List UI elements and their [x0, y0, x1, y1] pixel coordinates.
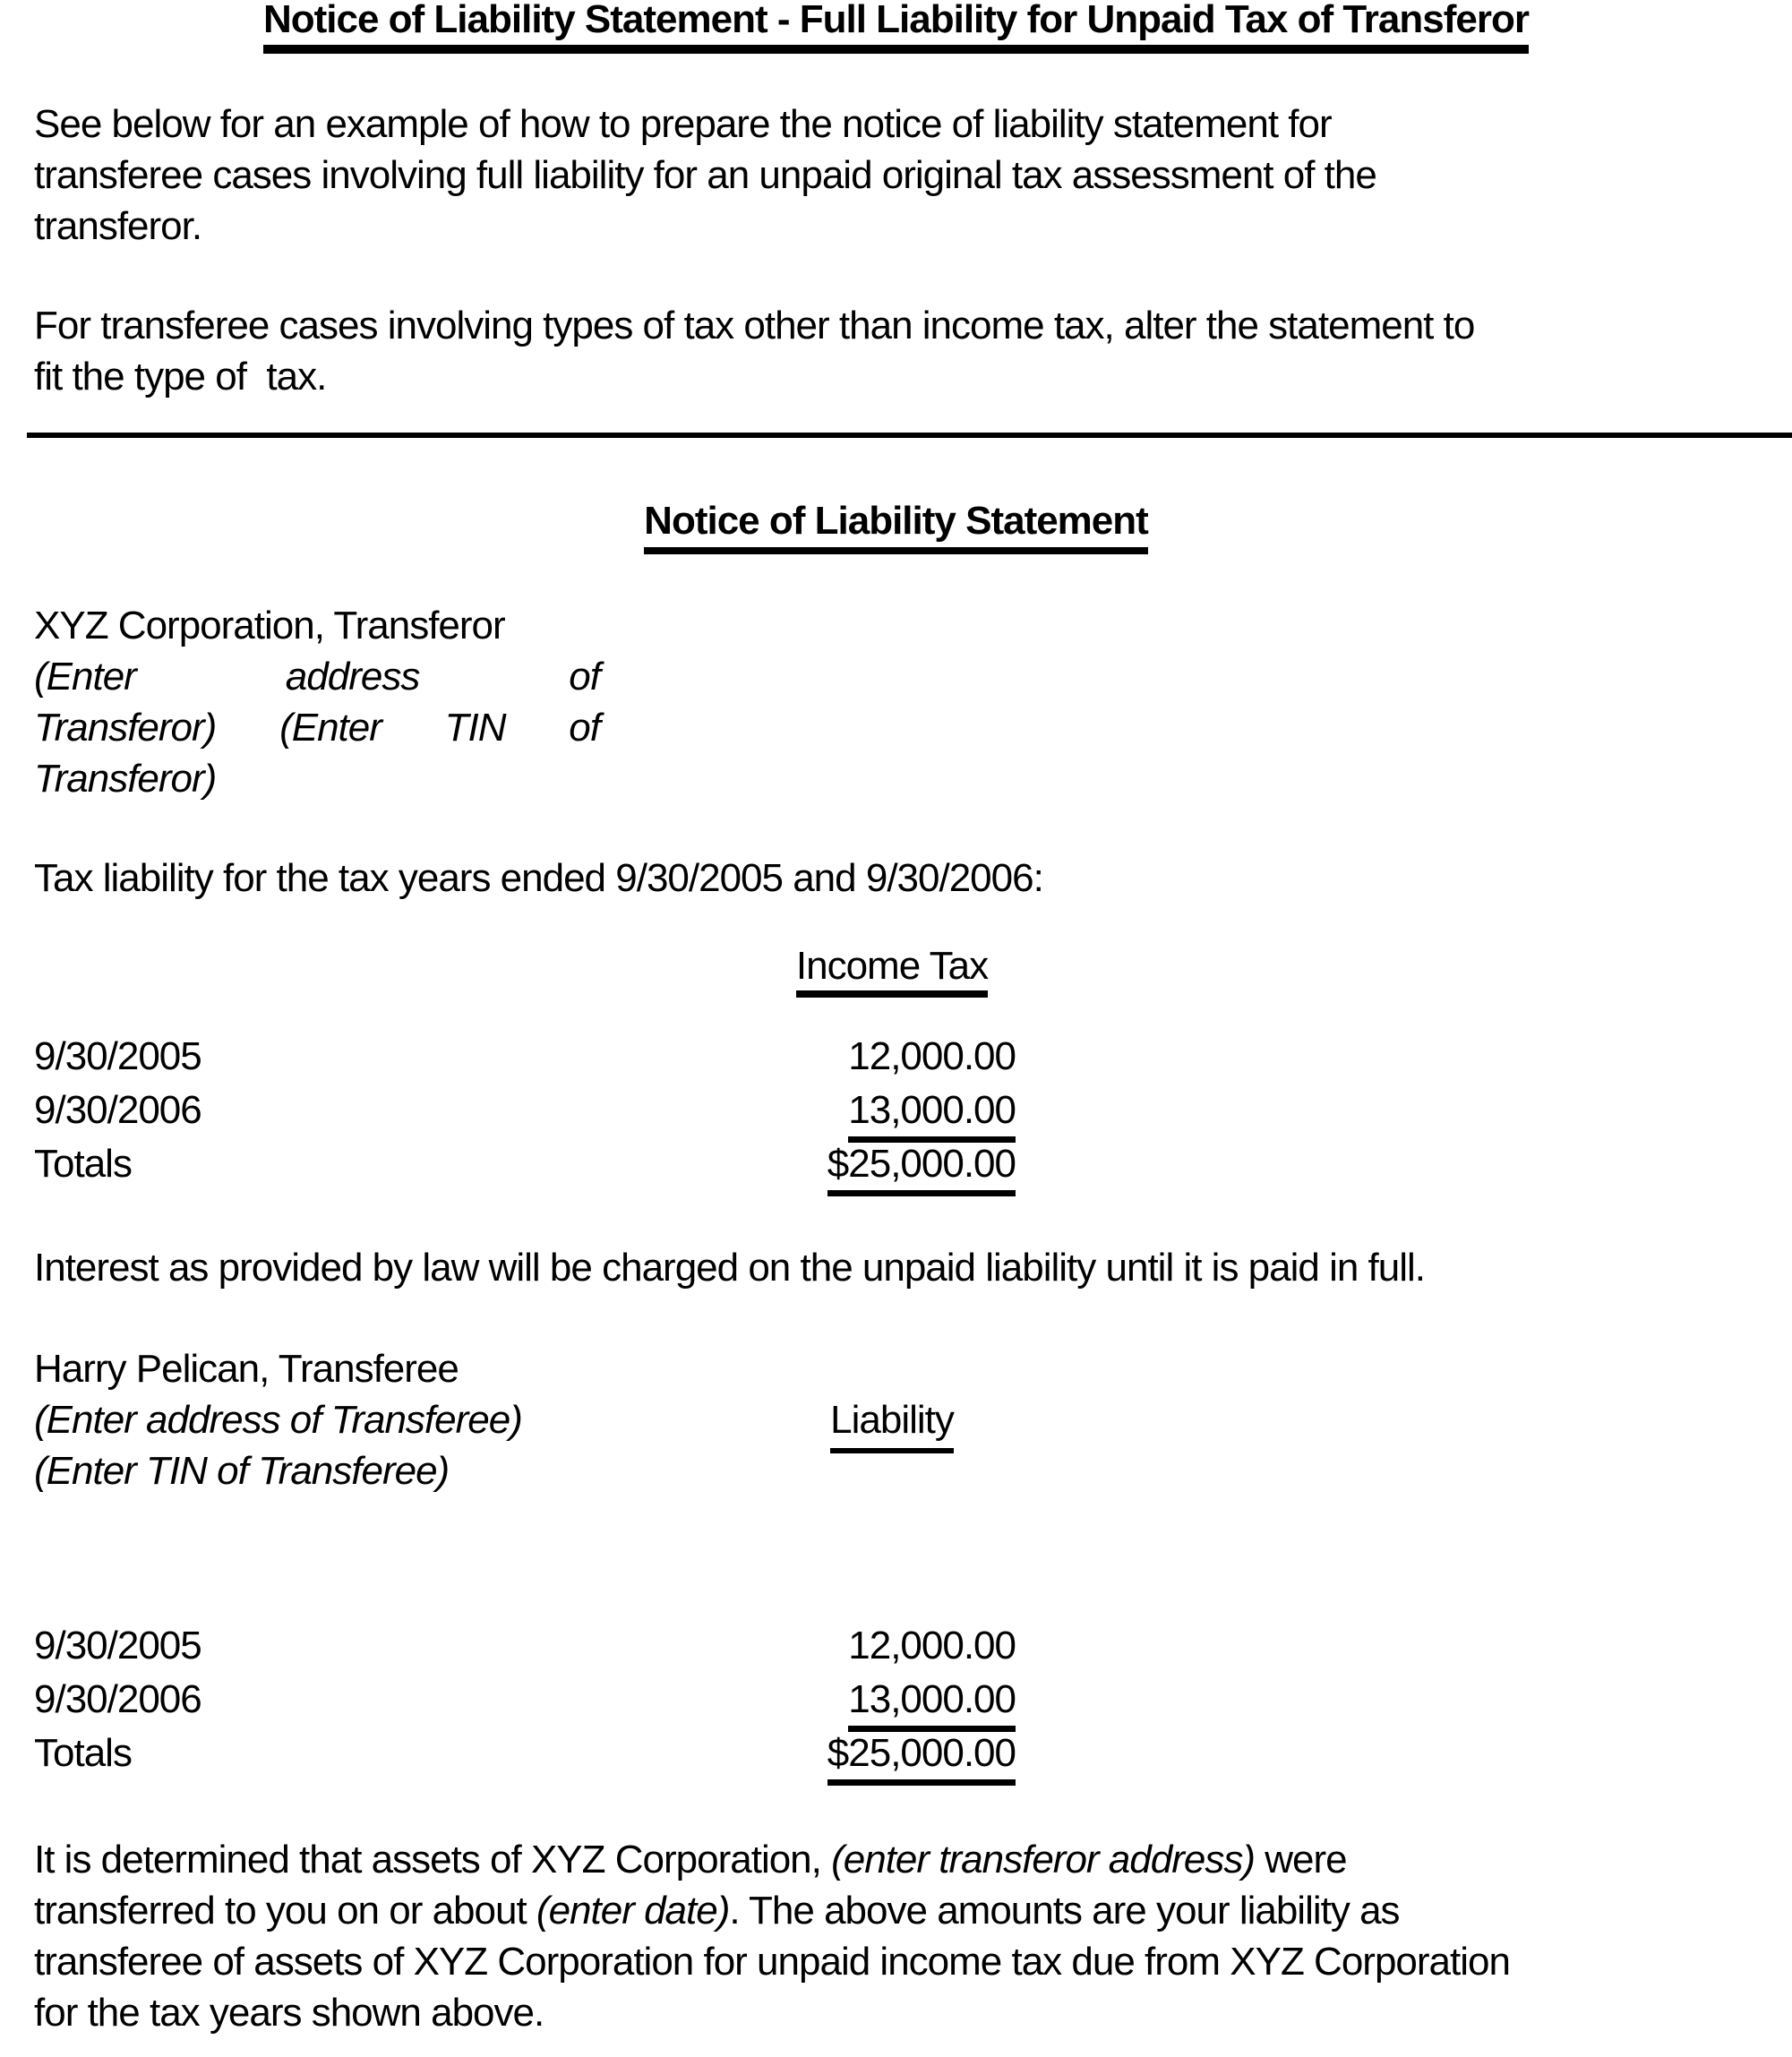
totals-label: Totals [34, 1731, 132, 1775]
liability-column-header [768, 1394, 1016, 1453]
liability-amount-underlined: $25,000.00 [827, 1732, 1016, 1786]
transferor-address-line: (Enter address of [34, 655, 600, 699]
alter-note-paragraph [34, 300, 1474, 402]
tax-amount: 12,000.00 [848, 1034, 1016, 1078]
closing-paragraph [34, 1834, 1510, 2038]
tax-year-label: 9/30/2005 [34, 1624, 201, 1667]
transferee-address-row [34, 1394, 1037, 1445]
intro-line: See below for an example of how to prepare the notice of liability statement for [34, 102, 1332, 146]
transferee-name: Harry Pelican, Transferee [34, 1347, 459, 1391]
income-tax-column-header [768, 945, 1016, 998]
closing-text: transferred to you on or about [34, 1889, 536, 1933]
table-row [34, 1732, 1037, 1775]
alter-note-line: For transferee cases involving types of tax other than income tax, alter the statement to [34, 304, 1475, 347]
document-title-text: Notice of Liability Statement - Full Liability for Unpaid Tax of Transferor [263, 0, 1529, 54]
tax-year-label: 9/30/2006 [34, 1677, 201, 1721]
transferor-name: XYZ Corporation, Transferor [34, 604, 505, 647]
income-tax-header-text: Income Tax [796, 945, 988, 998]
closing-text: It is determined that assets of XYZ Corporation, [34, 1838, 832, 1881]
transferee-tin-line: (Enter TIN of Transferee) [34, 1449, 450, 1493]
liability-amount: 12,000.00 [848, 1624, 1016, 1667]
closing-text: were [1254, 1838, 1347, 1881]
table-row [34, 1089, 1037, 1132]
tax-amount [768, 1143, 1016, 1196]
tax-amount-underlined: 13,000.00 [848, 1089, 1016, 1143]
transferee-address-line: (Enter address of Transferee) [34, 1398, 522, 1442]
closing-line [34, 1834, 1510, 1885]
transferor-address-line: Transferor) (Enter TIN of [34, 706, 600, 750]
table-row [34, 1678, 1037, 1721]
liability-amount [768, 1732, 1016, 1786]
document-title [0, 0, 1792, 54]
table-row [34, 1143, 1037, 1186]
statement-heading [0, 498, 1792, 554]
intro-paragraph [34, 99, 1376, 252]
totals-label: Totals [34, 1142, 132, 1186]
divider-rule [27, 433, 1792, 438]
liability-amount-underlined: 13,000.00 [848, 1678, 1016, 1732]
closing-line: transferee of assets of XYZ Corporation for unpaid income tax due from XYZ Corporation [34, 1940, 1510, 1984]
alter-note-line: fit the type of tax. [34, 355, 327, 399]
liability-amount [768, 1678, 1016, 1732]
table-row [34, 1624, 1037, 1667]
placeholder-transferor-address: (enter transferor address) [831, 1838, 1255, 1881]
interest-line: Interest as provided by law will be charged on the unpaid liability until it is paid in full. [34, 1246, 1426, 1290]
closing-line [34, 1885, 1510, 1936]
closing-line: for the tax years shown above. [34, 1991, 544, 2035]
tax-year-label: 9/30/2006 [34, 1088, 201, 1132]
tax-amount-underlined: $25,000.00 [827, 1143, 1016, 1196]
transferor-address-line: Transferor) [34, 757, 217, 801]
intro-line: transferor. [34, 204, 202, 248]
tax-amount [768, 1089, 1016, 1143]
statement-heading-text: Notice of Liability Statement [644, 498, 1148, 554]
transferor-address-block [34, 651, 600, 804]
liability-header-text: Liability [830, 1394, 954, 1453]
table-row [34, 1035, 1037, 1078]
tax-years-line: Tax liability for the tax years ended 9/30/2005 and 9/30/2006: [34, 856, 1043, 900]
intro-line: transferee cases involving full liability for an unpaid original tax assessment of the [34, 153, 1376, 197]
tax-year-label: 9/30/2005 [34, 1034, 201, 1078]
placeholder-date: (enter date) [536, 1889, 730, 1933]
closing-text: . The above amounts are your liability as [729, 1889, 1400, 1933]
